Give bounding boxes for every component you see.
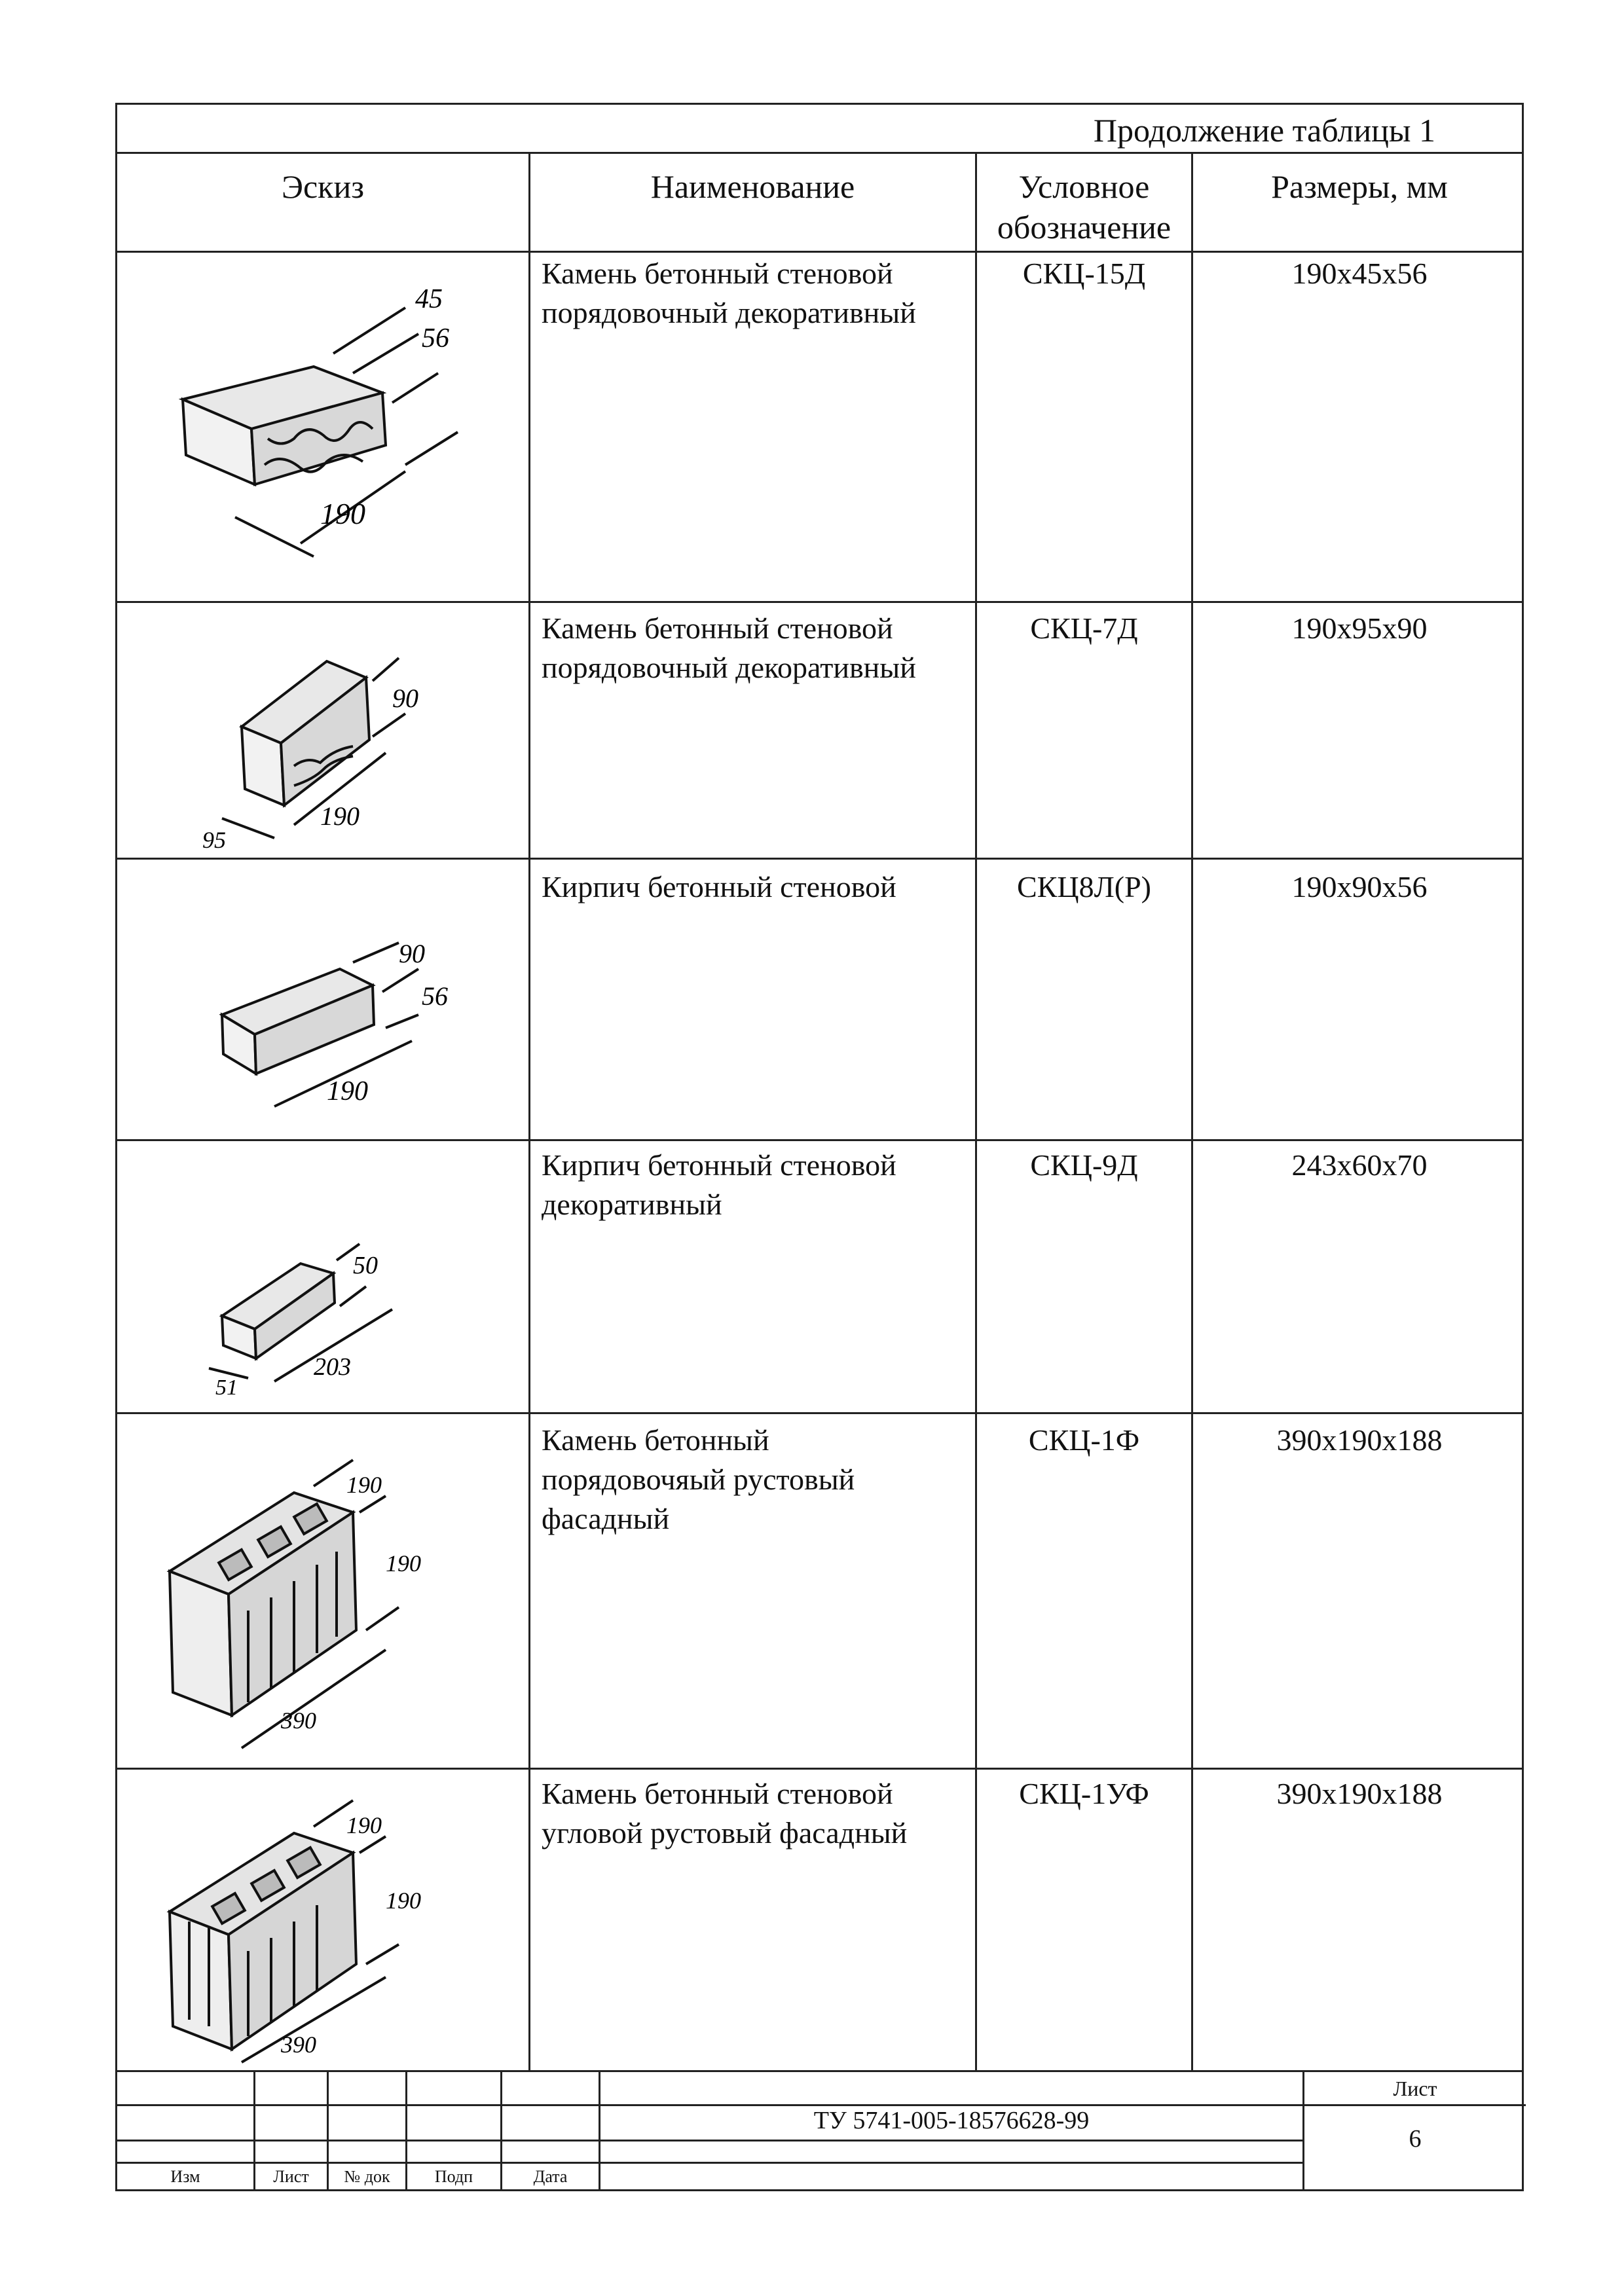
row1-sketch (157, 268, 523, 596)
continuation-row (117, 105, 1522, 154)
row5-dim-c: 390 (281, 1707, 316, 1734)
row5-dim-a: 190 (346, 1472, 382, 1498)
row4-name-line1: Кирпич бетонный стеновой (542, 1148, 896, 1182)
row3-sketch (202, 930, 523, 1133)
row3-size: 190х90х56 (1291, 870, 1428, 903)
row4-dim-c: 203 (314, 1353, 351, 1381)
row1-size: 190х45х56 (1291, 257, 1428, 290)
row3-name (542, 867, 896, 907)
row1-name-line1: Камень бетонный стеновой (542, 257, 893, 290)
row5-size: 390х190х188 (1276, 1423, 1443, 1457)
sheet-number: 6 (1409, 2125, 1422, 2153)
row5-name-line3: фасадный (542, 1502, 670, 1535)
row2-name-line2: порядовочный декоративный (542, 651, 916, 684)
stamp-label-list: Лист (273, 2167, 309, 2186)
row5-name-line1: Камень бетонный (542, 1423, 769, 1457)
row4-dim-a: 50 (353, 1252, 378, 1279)
row5-name (542, 1421, 855, 1539)
row5-sketch (150, 1440, 523, 1761)
row6-size: 390х190х188 (1276, 1777, 1443, 1810)
row-divider (117, 858, 1522, 860)
row-divider (117, 1139, 1522, 1141)
row1-name-line2: порядовочный декоративный (542, 296, 916, 329)
row-divider (117, 601, 1522, 603)
header-code-line1: Условное (1018, 168, 1150, 205)
col-divider (528, 152, 530, 2070)
sheet-label: Лист (1393, 2077, 1437, 2100)
stamp-label-doc: № док (344, 2167, 390, 2186)
row-divider (117, 1412, 1522, 1414)
row2-sketch (176, 629, 523, 851)
row4-dim-b: 51 (215, 1376, 238, 1400)
row2-dim-c: 190 (320, 801, 360, 831)
row3-dim-b: 56 (422, 981, 448, 1011)
row2-dim-b: 95 (202, 827, 226, 851)
row3-dim-c: 190 (327, 1076, 368, 1106)
header-size: Размеры, мм (1271, 168, 1448, 205)
row6-name-line1: Камень бетонный стеновой (542, 1777, 893, 1810)
row5-code: СКЦ-1Ф (1028, 1423, 1140, 1457)
row3-code: СКЦ8Л(Р) (1016, 870, 1151, 903)
row6-dim-a: 190 (346, 1812, 382, 1838)
row1-code: СКЦ-15Д (1022, 257, 1146, 290)
row1-dim-c: 190 (320, 497, 365, 530)
row4-name (542, 1146, 896, 1224)
row3-dim-a: 90 (399, 939, 425, 968)
stamp-sheet-line (1302, 2104, 1526, 2106)
stamp-label-data: Дата (533, 2167, 568, 2186)
stamp-label-izm: Изм (170, 2167, 200, 2186)
row6-sketch (150, 1781, 523, 2069)
row2-code: СКЦ-7Д (1030, 611, 1138, 645)
row2-size: 190х95х90 (1291, 611, 1428, 645)
row6-dim-c: 390 (281, 2032, 316, 2058)
header-sketch: Эскиз (281, 168, 364, 205)
document-frame (115, 103, 1524, 2191)
continuation-label: Продолжение таблицы 1 (1093, 112, 1435, 149)
row6-code: СКЦ-1УФ (1019, 1777, 1149, 1810)
header-code-line2: обозначение (997, 209, 1172, 246)
header-name: Наименование (650, 168, 855, 205)
row4-name-line2: декоративный (542, 1188, 722, 1221)
header-divider (117, 251, 1522, 253)
row1-dim-b: 56 (422, 323, 449, 354)
row-divider (117, 1768, 1522, 1770)
row4-code: СКЦ-9Д (1030, 1148, 1138, 1182)
row2-name-line1: Камень бетонный стеновой (542, 611, 893, 645)
row5-name-line2: порядовочяый рустовый (542, 1463, 855, 1496)
row3-name-line1: Кирпич бетонный стеновой (542, 870, 896, 903)
row6-name-line2: угловой рустовый фасадный (542, 1816, 908, 1850)
row2-name (542, 609, 916, 687)
row1-dim-a: 45 (415, 284, 443, 314)
stamp-line (117, 2140, 1302, 2141)
row4-size: 243х60х70 (1291, 1148, 1428, 1182)
stamp-label-podp: Подп (434, 2167, 473, 2186)
row6-name (542, 1774, 907, 1853)
document-code: ТУ 5741-005-18576628-99 (813, 2107, 1090, 2134)
row4-sketch (202, 1218, 523, 1408)
stamp-line (117, 2162, 1302, 2164)
row5-dim-b: 190 (386, 1550, 421, 1576)
row6-dim-b: 190 (386, 1887, 421, 1914)
row1-name (542, 254, 916, 333)
row2-dim-a: 90 (392, 683, 418, 713)
